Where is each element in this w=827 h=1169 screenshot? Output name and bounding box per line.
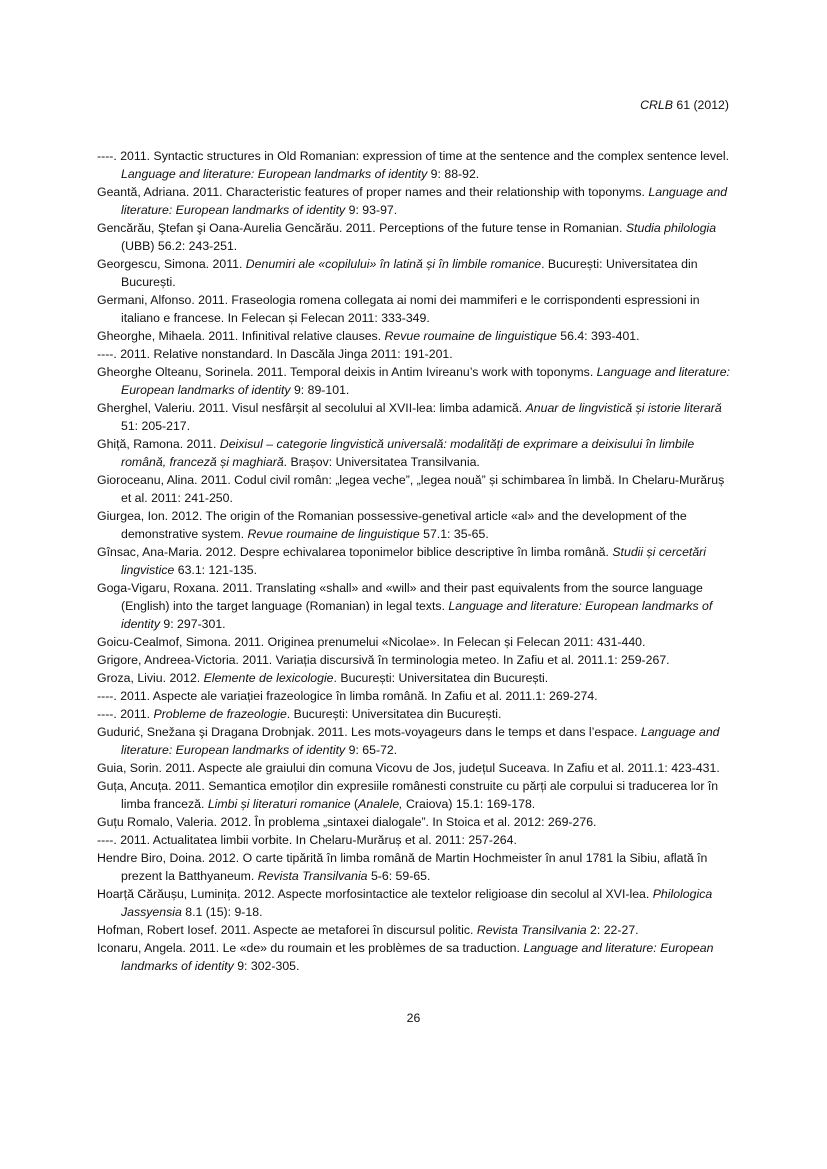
reference-entry bbox=[97, 345, 730, 363]
reference-text: 2: 22-27. bbox=[586, 923, 639, 937]
reference-text: . București: Universitatea din București. bbox=[333, 671, 549, 685]
reference-entry bbox=[97, 687, 730, 705]
reference-entry bbox=[97, 471, 730, 507]
reference-entry bbox=[97, 435, 730, 471]
reference-entry bbox=[97, 291, 730, 327]
reference-title-italic: Limbi și literaturi romanice bbox=[207, 797, 351, 811]
reference-text: Gioroceanu, Alina. 2011. Codul civil român: „legea veche”, „legea nouă” și schimbarea în limbă. In Chelaru-Murăruș et al. 2011: 241-250. bbox=[97, 473, 725, 505]
reference-text: . Brașov: Universitatea Transilvania. bbox=[283, 455, 480, 469]
journal-abbreviation: CRLB bbox=[640, 98, 673, 112]
reference-text: Guțu Romalo, Valeria. 2012. În problema „sintaxei dialogale”. In Stoica et al. 2012: 269-276. bbox=[97, 815, 597, 829]
reference-list bbox=[97, 147, 730, 975]
reference-text: Gînsac, Ana-Maria. 2012. Despre echivalarea toponimelor biblice descriptive în limba română. bbox=[97, 545, 613, 559]
reference-entry bbox=[97, 759, 730, 777]
reference-entry bbox=[97, 921, 730, 939]
reference-text: Giurgea, Ion. 2012. The origin of the Romanian possessive-genetival article «al» and the development of the demonstrative system. bbox=[97, 509, 687, 541]
reference-text: 51: 205-217. bbox=[121, 419, 191, 433]
reference-text: Goicu-Cealmof, Simona. 2011. Originea prenumelui «Nicolae». In Felecan și Felecan 2011: 431-440. bbox=[97, 635, 646, 649]
reference-text: 9: 93-97. bbox=[345, 203, 398, 217]
reference-title-italic: Deixisul – categorie lingvistică universală: modalități de exprimare a deixisului în limbile română, franceză și maghiară bbox=[121, 437, 695, 469]
reference-entry bbox=[97, 327, 730, 345]
reference-text: Craiova) 15.1: 169-178. bbox=[402, 797, 536, 811]
reference-text: Geantă, Adriana. 2011. Characteristic features of proper names and their relationship with toponyms. bbox=[97, 185, 649, 199]
reference-title-italic: Language and literature: European landmarks of identity bbox=[121, 365, 730, 397]
reference-title-italic: Philologica Jassyensia bbox=[121, 887, 713, 919]
reference-text: 9: 89-101. bbox=[290, 383, 350, 397]
reference-text: Hoarță Cărăușu, Luminița. 2012. Aspecte morfosintactice ale textelor religioase din secolul al XVI-lea. bbox=[97, 887, 653, 901]
reference-entry bbox=[97, 633, 730, 651]
reference-text: 9: 297-301. bbox=[159, 617, 226, 631]
reference-title-italic: Elemente de lexicologie bbox=[203, 671, 334, 685]
reference-title-italic: Revista Transilvania bbox=[476, 923, 587, 937]
reference-title-italic: Language and literature: European landmarks of identity bbox=[121, 941, 714, 973]
reference-entry bbox=[97, 651, 730, 669]
reference-entry bbox=[97, 399, 730, 435]
reference-text: Ghiță, Ramona. 2011. bbox=[97, 437, 220, 451]
reference-text: Guța, Ancuța. 2011. Semantica emoților din expresiile românesti construite cu părți ale corpului si traducerea lor în limba franceză. bbox=[97, 779, 719, 811]
reference-text: Gudurić, Snežana şi Dragana Drobnjak. 2011. Les mots-voyageurs dans le temps et dans l’espace. bbox=[97, 725, 641, 739]
reference-entry bbox=[97, 813, 730, 831]
reference-title-italic: Revista Transilvania bbox=[257, 869, 368, 883]
reference-entry bbox=[97, 363, 730, 399]
reference-text: 9: 302-305. bbox=[233, 959, 300, 973]
reference-text: 9: 65-72. bbox=[345, 743, 398, 757]
journal-volume: 61 (2012) bbox=[672, 98, 729, 112]
reference-entry bbox=[97, 543, 730, 579]
reference-title-italic: Studia philologia bbox=[625, 221, 717, 235]
reference-text: ( bbox=[350, 797, 359, 811]
reference-title-italic: Analele, bbox=[358, 797, 403, 811]
reference-text: . București: Universitatea din București. bbox=[121, 257, 698, 289]
reference-text: 63.1: 121-135. bbox=[174, 563, 258, 577]
reference-entry bbox=[97, 255, 730, 291]
reference-text: Gherghel, Valeriu. 2011. Visul nesfârșit al secolului al XVII-lea: limba adamică. bbox=[97, 401, 526, 415]
running-header bbox=[640, 97, 729, 113]
reference-text: Hendre Biro, Doina. 2012. O carte tipărită în limba română de Martin Hochmeister în anul 1781 la Sibiu, aflată în prezent la Batthyaneum. bbox=[97, 851, 708, 883]
reference-text: Gheorghe Olteanu, Sorinela. 2011. Temporal deixis in Antim Ivireanu’s work with toponyms. bbox=[97, 365, 597, 379]
reference-entry bbox=[97, 885, 730, 921]
reference-text: Goga-Vigaru, Roxana. 2011. Translating «shall» and «will» and their past equivalents from the source language (English) into the target language (Romanian) in legal texts. bbox=[97, 581, 703, 613]
reference-text: 8.1 (15): 9-18. bbox=[181, 905, 263, 919]
reference-title-italic: Revue roumaine de linguistique bbox=[247, 527, 420, 541]
reference-entry bbox=[97, 831, 730, 849]
reference-title-italic: Probleme de frazeologie bbox=[153, 707, 287, 721]
reference-title-italic: Revue roumaine de linguistique bbox=[384, 329, 557, 343]
reference-text: ----. 2011. Relative nonstandard. In Dascăla Jinga 2011: 191-201. bbox=[97, 347, 453, 361]
reference-text: . București: Universitatea din București. bbox=[286, 707, 502, 721]
reference-text: ----. 2011. bbox=[97, 707, 154, 721]
reference-text: 56.4: 393-401. bbox=[556, 329, 640, 343]
reference-title-italic: Anuar de lingvistică și istorie literară bbox=[525, 401, 722, 415]
reference-title-italic: Denumiri ale «copilului» în latină și în limbile romanice bbox=[245, 257, 542, 271]
reference-text: Groza, Liviu. 2012. bbox=[97, 671, 204, 685]
reference-entry bbox=[97, 705, 730, 723]
reference-entry bbox=[97, 219, 730, 255]
reference-title-italic: Language and literature: European landmarks of identity bbox=[121, 599, 713, 631]
reference-title-italic: Language and literature: European landmarks of identity bbox=[121, 167, 428, 181]
reference-text: Germani, Alfonso. 2011. Fraseologia romena collegata ai nomi dei mammiferi e le corrispondenti espressioni in italiano e francese. In Felecan și Felecan 2011: 333-349. bbox=[97, 293, 700, 325]
reference-entry bbox=[97, 147, 730, 183]
reference-text: Iconaru, Angela. 2011. Le «de» du roumain et les problèmes de sa traduction. bbox=[97, 941, 524, 955]
reference-entry bbox=[97, 669, 730, 687]
reference-entry bbox=[97, 507, 730, 543]
page-number: 26 bbox=[406, 1011, 421, 1025]
reference-text: Gencărău, Ştefan şi Oana-Aurelia Gencărău. 2011. Perceptions of the future tense in Romanian. bbox=[97, 221, 626, 235]
reference-text: ----. 2011. Actualitatea limbii vorbite. In Chelaru-Murăruș et al. 2011: 257-264. bbox=[97, 833, 517, 847]
reference-text: Gheorghe, Mihaela. 2011. Infinitival relative clauses. bbox=[97, 329, 385, 343]
reference-text: Grigore, Andreea-Victoria. 2011. Variația discursivă în terminologia meteo. In Zafiu et al. 2011.1: 259-267. bbox=[97, 653, 670, 667]
reference-entry bbox=[97, 183, 730, 219]
reference-entry bbox=[97, 579, 730, 633]
reference-entry bbox=[97, 849, 730, 885]
reference-entry bbox=[97, 939, 730, 975]
reference-title-italic: Studii și cercetări lingvistice bbox=[121, 545, 706, 577]
reference-text: 9: 88-92. bbox=[427, 167, 480, 181]
reference-text: Hofman, Robert Iosef. 2011. Aspecte ae metaforei în discursul politic. bbox=[97, 923, 477, 937]
reference-text: (UBB) 56.2: 243-251. bbox=[121, 239, 238, 253]
reference-title-italic: Language and literature: European landmarks of identity bbox=[121, 725, 720, 757]
reference-entry bbox=[97, 723, 730, 759]
reference-text: Georgescu, Simona. 2011. bbox=[97, 257, 246, 271]
reference-title-italic: Language and literature: European landmarks of identity bbox=[121, 185, 728, 217]
reference-text: ----. 2011. Syntactic structures in Old Romanian: expression of time at the sentence and the complex sentence level. bbox=[97, 149, 730, 163]
reference-entry bbox=[97, 777, 730, 813]
reference-text: Guia, Sorin. 2011. Aspecte ale graiului din comuna Vicovu de Jos, județul Suceava. In Zafiu et al. 2011.1: 423-431. bbox=[97, 761, 720, 775]
reference-text: ----. 2011. Aspecte ale variației frazeologice în limba română. In Zafiu et al. 2011.1: 269-274. bbox=[97, 689, 598, 703]
reference-text: 5-6: 59-65. bbox=[367, 869, 431, 883]
reference-text: 57.1: 35-65. bbox=[419, 527, 489, 541]
